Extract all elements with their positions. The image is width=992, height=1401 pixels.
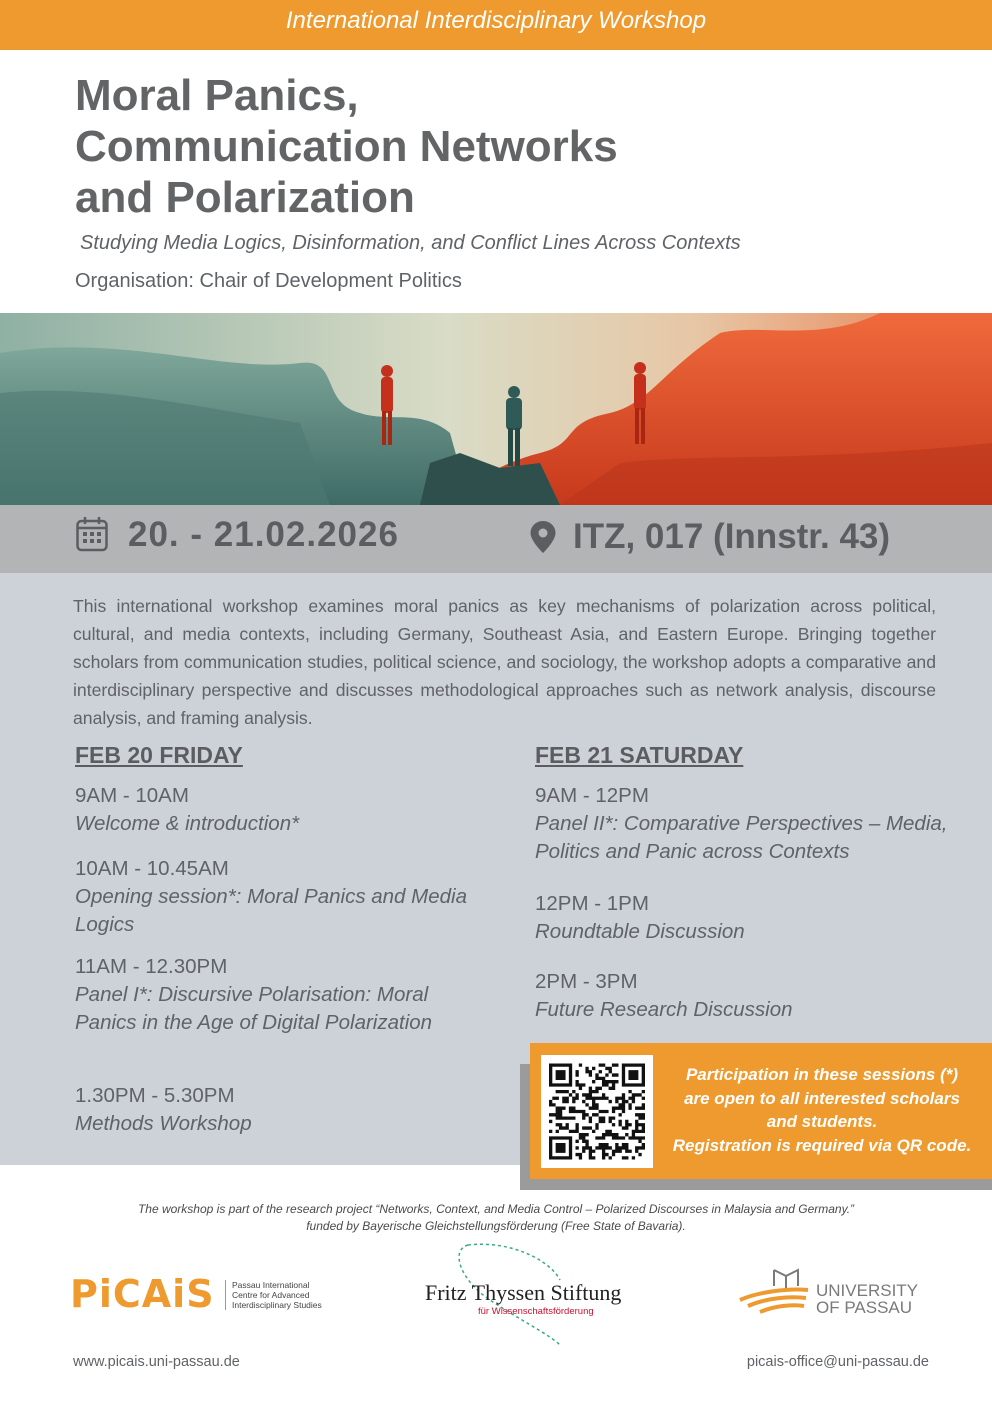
- page-title: [75, 70, 915, 223]
- picais-logo: [70, 1272, 340, 1322]
- cta-line: and students.: [766, 1112, 878, 1131]
- event-date: 20. - 21.02.2026: [128, 515, 399, 554]
- fts-subtitle: für Wissenschaftsförderung: [478, 1306, 594, 1317]
- funding-line: funded by Bayerische Gleichstellungsförderung (Free State of Bavaria).: [306, 1219, 686, 1233]
- funding-note: [40, 1201, 952, 1235]
- university-name: [816, 1282, 918, 1316]
- funding-line: The workshop is part of the research project “Networks, Context, and Media Control – Polarized Discourses in Malaysia and Germany.”: [137, 1202, 855, 1216]
- slot-time: 10AM - 10.45AM: [75, 857, 229, 880]
- slot-desc: Methods Workshop: [75, 1112, 252, 1135]
- uni-line: OF PASSAU: [816, 1298, 913, 1317]
- uni-line: UNIVERSITY: [816, 1281, 919, 1300]
- picais-wordmark: PiCAiS: [70, 1272, 215, 1316]
- slot-desc: Future Research Discussion: [535, 998, 793, 1021]
- slot-desc: Opening session*: Moral Panics and Media Logics: [75, 885, 467, 936]
- day2-slot-2: [535, 890, 975, 946]
- registration-note: [652, 1063, 992, 1157]
- day2-slot-3: [535, 968, 975, 1024]
- registration-qr-code[interactable]: [541, 1055, 653, 1168]
- university-of-passau-logo: [738, 1266, 938, 1322]
- slot-time: 11AM - 12.30PM: [75, 955, 228, 978]
- day1-slot-2: [75, 855, 475, 939]
- subtitle: Studying Media Logics, Disinformation, and Conflict Lines Across Contexts: [80, 232, 741, 254]
- event-venue: ITZ, 017 (Innstr. 43): [573, 517, 891, 556]
- picais-sub-line: Passau International: [232, 1280, 310, 1290]
- day1-slot-3: [75, 953, 445, 1037]
- fts-name: Fritz Thyssen Stiftung: [425, 1280, 622, 1305]
- picais-sub-line: Interdisciplinary Studies: [232, 1300, 322, 1310]
- slot-desc: Panel I*: Discursive Polarisation: Moral Panics in the Age of Digital Polarization: [75, 983, 433, 1034]
- day2-heading: FEB 21 SATURDAY: [535, 742, 744, 768]
- calendar-icon: [76, 516, 108, 552]
- qr-code-icon[interactable]: [549, 1063, 645, 1160]
- slot-time: 9AM - 10AM: [75, 784, 189, 807]
- slot-time: 9AM - 12PM: [535, 784, 649, 807]
- hero-image: [0, 313, 992, 505]
- fritz-thyssen-logo: [420, 1240, 660, 1350]
- slot-desc: Panel II*: Comparative Perspectives – Media, Politics and Panic across Contexts: [535, 812, 948, 863]
- slot-desc: Roundtable Discussion: [535, 920, 745, 943]
- qr-modules: [549, 1064, 645, 1160]
- slot-time: 1.30PM - 5.30PM: [75, 1084, 235, 1107]
- title-line-2: Communication Networks: [75, 122, 618, 171]
- email-link[interactable]: picais-office@uni-passau.de: [746, 1354, 929, 1370]
- intro-paragraph: This international workshop examines moral panics as key mechanisms of polarization across political, cultural, and media contexts, including Germany, Southeast Asia, and Eastern Europe. Bringing together scholars from communication studies, political science, and sociology, the workshop adopts a comparative and interdisciplinary perspective and discusses methodological approaches such as network analysis, discourse analysis, and framing analysis.: [73, 596, 936, 728]
- passau-emblem-icon: [738, 1266, 818, 1322]
- day1-slot-1: [75, 782, 495, 838]
- slot-desc: Welcome & introduction*: [75, 812, 300, 835]
- organisation: Organisation: Chair of Development Politics: [75, 270, 462, 292]
- slot-time: 2PM - 3PM: [535, 970, 638, 993]
- day2-slot-1: [535, 782, 975, 866]
- top-banner: International Interdisciplinary Workshop: [0, 0, 992, 50]
- location-pin-icon: [529, 520, 557, 554]
- day1-heading: FEB 20 FRIDAY: [75, 742, 243, 768]
- cta-line: Participation in these sessions (*): [685, 1065, 959, 1084]
- day1-slot-4: [75, 1082, 475, 1138]
- slot-time: 12PM - 1PM: [535, 892, 649, 915]
- title-line-3: and Polarization: [75, 173, 415, 222]
- cta-line: Registration is required via QR code.: [672, 1135, 972, 1155]
- cta-line: are open to all interested scholars: [684, 1088, 960, 1108]
- picais-subtitle: [225, 1280, 345, 1310]
- title-line-1: Moral Panics,: [75, 71, 359, 120]
- picais-sub-line: Centre for Advanced: [232, 1290, 310, 1300]
- website-link[interactable]: www.picais.uni-passau.de: [73, 1354, 240, 1370]
